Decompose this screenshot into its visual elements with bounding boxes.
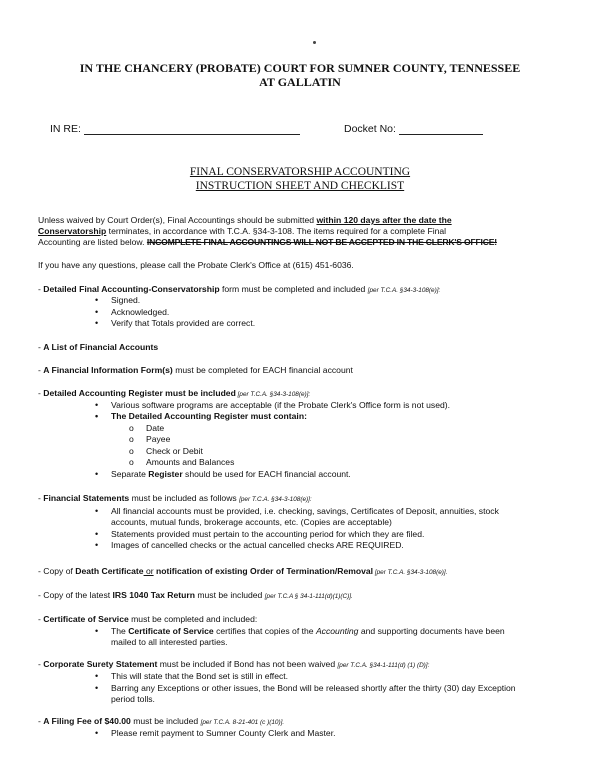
list-item: • The Certificate of Service certifies that copies of the Accounting and supporting documents have been bbox=[95, 626, 505, 636]
section-financial-statements: - Financial Statements must be included as follows [per T.C.A. §34-3-108(e)]: bbox=[38, 493, 312, 503]
intro-line3 bbox=[38, 237, 497, 248]
list-item: • Various software programs are acceptable (if the Probate Clerk's Office form is not used). bbox=[95, 400, 451, 410]
sub-list-item: o Payee bbox=[129, 434, 171, 444]
list-item: • Please remit payment to Sumner County Clerk and Master. bbox=[95, 728, 336, 738]
citation: [per T.C.A. §34-3-108(e)]: bbox=[239, 496, 312, 503]
intro-deadline: within 120 days after the date the bbox=[316, 215, 452, 225]
section-heading: Detailed Accounting Register must be included bbox=[43, 388, 236, 398]
sub-list-item: o Amounts and Balances bbox=[129, 457, 235, 467]
intro-conservatorship: Conservatorship bbox=[38, 226, 107, 236]
section-certificate-of-service: - Certificate of Service must be completed and included: bbox=[38, 614, 258, 624]
section-accounting-register: - Detailed Accounting Register must be included [per T.C.A. §34-3-108(e)]: bbox=[38, 388, 311, 398]
list-item: • Barring any Exceptions or other issues, the Bond will be released shortly after the thirty (30) day Exception bbox=[95, 683, 516, 693]
list-item: • Images of cancelled checks or the actual cancelled checks ARE REQUIRED. bbox=[95, 540, 404, 550]
citation: [per T.C.A. §34-1-111(d) (1) (D)]: bbox=[337, 662, 430, 669]
intro-line1 bbox=[38, 215, 452, 226]
list-item: • Signed. bbox=[95, 295, 141, 305]
section-information-form: - A Financial Information Form(s) must be completed for EACH financial account bbox=[38, 365, 353, 375]
docket-label: Docket No: bbox=[344, 123, 396, 135]
citation: [per T.C.A. §34-3-108(e)]: bbox=[367, 287, 441, 294]
list-item: • Separate Register should be used for EACH financial account. bbox=[95, 469, 351, 479]
incomplete-warning: INCOMPLETE FINAL ACCOUNTINGS WILL NOT BE ACCEPTED IN THE CLERK'S OFFICE! bbox=[146, 237, 497, 247]
in-re-field bbox=[50, 124, 300, 135]
section-corporate-surety: - Corporate Surety Statement must be included if Bond has not been waived [per T.C.A. §34-1-111(d) (1) (D)]: bbox=[38, 659, 430, 669]
list-item-continuation: accounts, mutual funds, brokerage accounts, etc. (Copies are acceptable) bbox=[111, 517, 392, 527]
document-title-line1: FINAL CONSERVATORSHIP ACCOUNTING bbox=[189, 166, 411, 178]
document-title-line2: INSTRUCTION SHEET AND CHECKLIST bbox=[195, 180, 405, 192]
docket-blank bbox=[399, 134, 483, 135]
intro-text: Accounting are listed below. bbox=[38, 237, 147, 247]
sub-list-item: o Date bbox=[129, 423, 165, 433]
list-item-continuation: mailed to all interested parties. bbox=[111, 637, 228, 647]
section-heading: Certificate of Service bbox=[43, 614, 129, 624]
sub-list-item: o Check or Debit bbox=[129, 446, 203, 456]
in-re-blank bbox=[84, 134, 300, 135]
list-item: • Statements provided must pertain to the accounting period for which they are filed. bbox=[95, 529, 425, 539]
docket-field bbox=[344, 124, 483, 135]
section-heading: Death Certificate bbox=[75, 566, 144, 576]
citation: [per T.C.A. 8-21-401 (c )(10)]. bbox=[200, 719, 285, 726]
intro-line2 bbox=[38, 226, 446, 237]
list-item-continuation: period tolls. bbox=[111, 694, 155, 704]
section-heading: A Financial Information Form(s) bbox=[43, 365, 173, 375]
section-filing-fee: - A Filing Fee of $40.00 must be included [per T.C.A. 8-21-401 (c )(10)]. bbox=[38, 716, 285, 726]
list-item: • Verify that Totals provided are correct. bbox=[95, 318, 256, 328]
section-heading: A Filing Fee of $40.00 bbox=[43, 716, 131, 726]
section-financial-accounts: - A List of Financial Accounts bbox=[38, 342, 159, 352]
section-heading: IRS 1040 Tax Return bbox=[112, 590, 195, 600]
section-heading: Corporate Surety Statement bbox=[43, 659, 158, 669]
intro-text: terminates, in accordance with T.C.A. §34-3-108. The items required for a complete Final bbox=[106, 226, 447, 236]
list-item: • The Detailed Accounting Register must contain: bbox=[95, 411, 307, 421]
section-tax-return: - Copy of the latest IRS 1040 Tax Return must be included [per T.C.A § 34-1-111(d)(1)(C)]. bbox=[38, 590, 353, 600]
list-item: • All financial accounts must be provided, i.e. checking, savings, Certificates of Deposit, annuities, stock bbox=[95, 506, 499, 516]
section-heading: Financial Statements bbox=[43, 493, 130, 503]
list-item: • Acknowledged. bbox=[95, 307, 170, 317]
section-heading: A List of Financial Accounts bbox=[43, 342, 159, 352]
section-detailed-form: - Detailed Final Accounting-Conservatorship form must be completed and included [per T.C.A. §34-3-108(e)]: bbox=[38, 284, 441, 294]
citation: [per T.C.A. §34-3-108(e)]. bbox=[373, 569, 448, 576]
citation: [per T.C.A. §34-3-108(e)]: bbox=[235, 391, 311, 398]
questions-line: If you have any questions, please call the Probate Clerk's Office at (615) 451-6036. bbox=[38, 260, 354, 270]
intro-text: Unless waived by Court Order(s), Final Accountings should be submitted bbox=[38, 215, 317, 225]
court-heading-line1: IN THE CHANCERY (PROBATE) COURT FOR SUMNER COUNTY, TENNESSEE bbox=[79, 61, 521, 75]
court-heading-line2: AT GALLATIN bbox=[259, 75, 341, 89]
citation: [per T.C.A § 34-1-111(d)(1)(C)]. bbox=[264, 593, 353, 600]
list-item: • This will state that the Bond set is still in effect. bbox=[95, 671, 289, 681]
punch-hole-mark bbox=[313, 41, 316, 44]
in-re-label: IN RE: bbox=[50, 123, 81, 135]
section-death-certificate: - Copy of Death Certificate or notification of existing Order of Termination/Removal [per T.C.A. §34-3-108(e)]. bbox=[38, 566, 448, 576]
section-heading: Detailed Final Accounting-Conservatorship bbox=[43, 284, 220, 294]
